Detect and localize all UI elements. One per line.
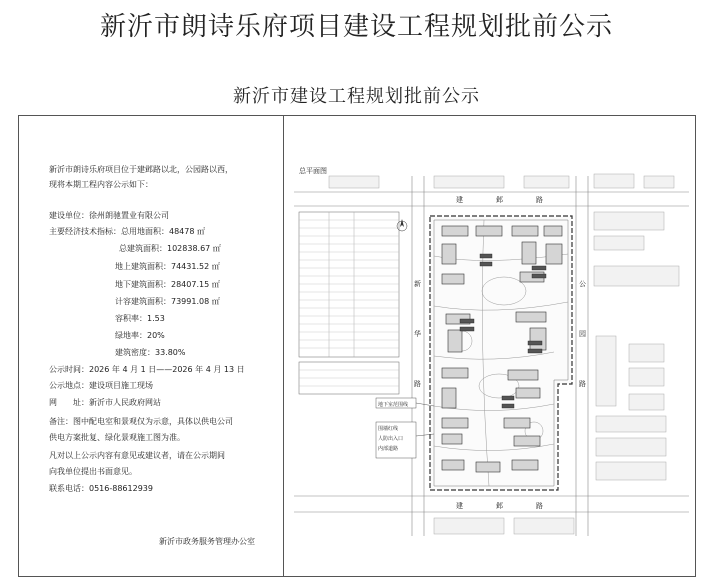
total-floor-area: 总建筑面积：102838.67 ㎡ bbox=[119, 244, 221, 253]
feedback-line: 凡对以上公示内容有意见或建议者，请在公示期间 bbox=[49, 451, 225, 460]
site-plan-panel bbox=[284, 116, 695, 576]
issuer: 新沂市政务服务管理办公室 bbox=[159, 537, 255, 546]
road-label: 新 bbox=[414, 280, 421, 288]
period: 公示时间：2026 年 4 月 1 日——2026 年 4 月 13 日 bbox=[49, 365, 245, 374]
board-title: 新沂市建设工程规划批前公示 bbox=[233, 86, 480, 107]
road-label: 路 bbox=[414, 380, 421, 388]
feedback-line: 向我单位提出书面意见。 bbox=[49, 467, 137, 476]
notice-text-panel bbox=[19, 116, 283, 576]
page-title: 新沂市朗诗乐府项目建设工程规划批前公示 bbox=[99, 12, 613, 42]
road-label: 园 bbox=[579, 330, 586, 338]
green-ratio: 绿地率：20% bbox=[115, 331, 165, 340]
road-label: 路 bbox=[536, 196, 543, 204]
plan-label: 总平面图 bbox=[299, 167, 327, 175]
indicators-row bbox=[49, 228, 205, 236]
website: 网 址：新沂市人民政府网站 bbox=[49, 398, 161, 407]
above-ground-area: 地上建筑面积：74431.52 ㎡ bbox=[115, 262, 220, 271]
remark-line: 供电方案批复、绿化景观施工图为准。 bbox=[49, 433, 185, 442]
road-label: 建 bbox=[456, 502, 463, 510]
building-density: 建筑密度：33.80% bbox=[115, 348, 186, 357]
indicator-table bbox=[299, 212, 399, 394]
callout-1: 地下室范围线 bbox=[378, 402, 409, 408]
road-label: 路 bbox=[579, 380, 586, 388]
underground-area: 地下建筑面积：28407.15 ㎡ bbox=[115, 280, 220, 289]
road-label: 路 bbox=[536, 502, 543, 510]
site-area: 总用地面积：48478 ㎡ bbox=[121, 227, 205, 236]
indicators-label: 主要经济技术指标： bbox=[49, 227, 121, 236]
developer-label: 建设单位： bbox=[49, 211, 89, 220]
road-label: 建 bbox=[456, 196, 463, 204]
far: 容积率：1.53 bbox=[115, 314, 165, 323]
location: 公示地点：建设项目施工现场 bbox=[49, 381, 153, 390]
callout-3: 人防出入口 bbox=[378, 436, 404, 442]
remark-line: 备注：图中配电室和景观仅为示意，具体以供电公司 bbox=[49, 417, 233, 426]
far-area: 计容建筑面积：73991.08 ㎡ bbox=[115, 297, 220, 306]
road-label: 邺 bbox=[496, 502, 503, 510]
road-label: 邺 bbox=[496, 196, 503, 204]
site-plan-drawing bbox=[284, 116, 695, 576]
road-label: 华 bbox=[414, 330, 421, 338]
notice-board bbox=[18, 115, 696, 577]
intro-line: 现将本期工程内容公示如下： bbox=[49, 180, 153, 189]
intro-line: 新沂市朗诗乐府项目位于建邺路以北，公园路以西， bbox=[49, 165, 233, 174]
callout-2: 围墙红线 bbox=[378, 426, 399, 432]
callout-4: 内部道路 bbox=[378, 446, 399, 452]
developer-row bbox=[49, 212, 169, 220]
phone: 联系电话：0516-88612939 bbox=[49, 484, 153, 493]
road-label: 公 bbox=[579, 280, 586, 288]
developer-value: 徐州朗驰置业有限公司 bbox=[89, 211, 169, 220]
